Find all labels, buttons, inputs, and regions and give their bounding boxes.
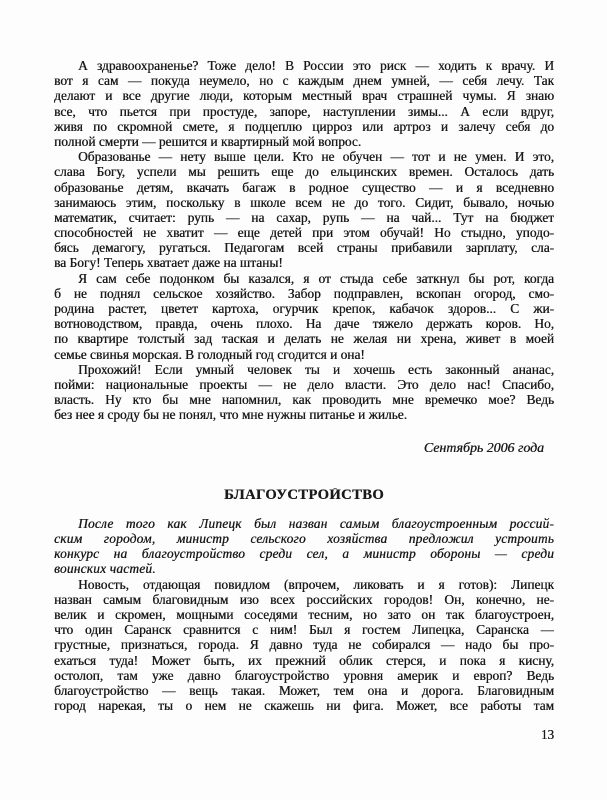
text-line: вот я сам — покуда неумело, но с каждым днем умней, — себя лечу. Так — [54, 73, 554, 89]
text-line: без нее я сроду бы не понял, что мне нужны питанье и жилье. — [54, 407, 407, 423]
text-line: что один Саранск сравнится с ним! Был я гостем Липецка, Саранска — — [54, 622, 554, 638]
text-line: остолоп, там уже давно благоустройство уровня америк и европ? Ведь — [54, 667, 554, 683]
paragraph — [54, 271, 554, 362]
text-line: все, что пьется при простуде, запоре, наступлении зимы... А если вдруг, — [54, 103, 554, 119]
date-line — [54, 441, 544, 456]
text-line: семье свинья морская. В голодный год сгодится и она! — [54, 346, 365, 362]
text-line: делают и все другие люди, которым местный врач страшней чумы. Я знаю — [54, 88, 554, 104]
text-line: живя по скромной смете, я подцеплю цирроз или артроз и залечу себя до — [54, 118, 554, 134]
page-number: 13 — [540, 727, 554, 742]
paragraph — [54, 577, 554, 714]
text-line: А здравоохраненье? Тоже дело! В России это риск — ходить к врачу. И — [78, 58, 554, 73]
text-line: занимаюсь этим, поскольку в школе всем не до того. Сидит, бывало, ночью — [54, 194, 554, 210]
text-line: пойми: национальные проекты — не дело власти. Это дело нас! Спасибо, — [54, 376, 554, 392]
text-line: способностей не хватит — еще детей при этом обучай! Но стыдно, уподо- — [54, 225, 554, 241]
text-line: полной смерти — решится и квартирный мой вопрос. — [54, 133, 362, 149]
paragraph — [54, 362, 554, 423]
text-line: математик, считает: рупь — на сахар, рупь — на чай... Тут на бюджет — [54, 209, 554, 225]
text-line: Я сам себе подонком бы казался, я от стыда себе заткнул бы рот, когда — [78, 270, 554, 286]
text-line: БЛАГОУСТРОЙСТВО — [223, 487, 385, 503]
text-line: слава Богу, успели мы решить еще до ельцинских времен. Осталось дать — [54, 164, 554, 180]
text-line: воинских частей. — [54, 561, 156, 577]
text-line: власть. Ну кто бы мне напомнил, как проводить мне времечко мое? Ведь — [54, 392, 554, 408]
text-line: родина растет, цветет картоха, огурчик крепок, кабачок здоров... С жи- — [54, 301, 554, 316]
text-line: грустные, признаться, города. Я давно туда не собирался — надо бы про- — [54, 637, 554, 653]
text-line: велик и скромен, мощными соседями тесним, но зато он так благоустроен, — [54, 607, 554, 622]
text-line: ским городом, министр сельского хозяйства предложил устроить — [54, 531, 554, 547]
text-line: вотноводством, правда, очень плохо. На даче тяжело держать коров. Но, — [54, 316, 554, 332]
text-line: по квартире толстый зад таская и делать не желая ни хрена, живет в моей — [54, 331, 554, 347]
text-line: ехаться туда! Может быть, их прежний облик стерся, и пока я кисну, — [54, 652, 554, 668]
text-line: образованье детям, вкачать багаж в родное существо — и я вседневно — [54, 179, 554, 195]
text-line: б не поднял сельское хозяйство. Забор подправлен, вскопан огород, смо- — [54, 285, 554, 301]
text-line: конкурс на благоустройство среди сел, а министр обороны — среди — [54, 546, 554, 562]
text-line: город нарекая, ты о нем не скажешь ни фига. Может, все работы там — [54, 698, 554, 714]
text-line: благоустройство — вещь такая. Может, тем она и дорога. Благовидным — [54, 682, 554, 698]
text-line: Новость, отдающая повидлом (впрочем, ликовать и я готов): Липецк — [78, 576, 554, 592]
text-line: После того как Липецк был назван самым благоустроенным россий- — [78, 515, 554, 531]
text-line: ва Богу! Теперь хватает даже на штаны! — [54, 255, 283, 271]
paragraph — [54, 58, 554, 149]
text-line: Образованье — нету выше цели. Кто не обучен — тот и не умен. И это, — [78, 149, 554, 165]
page-text — [54, 58, 554, 713]
text-line: бясь демагогу, ругаться. Педагогам всей страны прибавили зарплату, сла- — [54, 240, 554, 256]
text-line: Прохожий! Если умный человек ты и хочешь есть законный ананас, — [78, 361, 554, 377]
paragraph — [54, 149, 554, 271]
epigraph — [54, 516, 554, 577]
section-heading — [54, 488, 554, 503]
text-line: назван самым благовидным изо всех российских городов! Он, конечно, не- — [54, 591, 554, 607]
text-line: Сентябрь 2006 года — [423, 440, 544, 456]
